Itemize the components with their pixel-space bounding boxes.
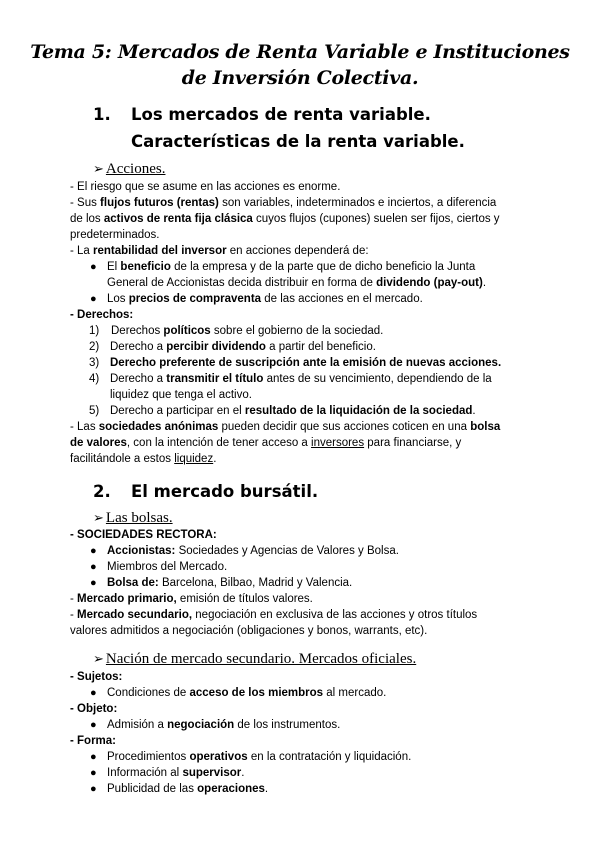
bullet-procedimientos: Procedimientos operativos en la contratación y liquidación. [107,751,412,763]
paragraph-riesgo: - El riesgo que se asume en las acciones es enorme. [70,181,341,193]
mercado-primario: - Mercado primario, emisión de títulos valores. [70,593,313,605]
objeto-label: - Objeto: [70,703,118,715]
document-title-line2: de Inversión Colectiva. [181,67,419,89]
sub-heading-acciones [93,160,165,179]
bullet-icon: ● [90,261,97,273]
bullet-icon: ● [90,767,97,779]
bullet-beneficio-line2: General de Accionistas decida distribuir en forma de dividendo (pay-out). [107,277,487,289]
derecho-4-line1: Derecho a transmitir el título antes de su vencimiento, dependiendo de la [110,373,492,385]
derecho-2-number: 2) [89,341,100,353]
bullet-icon: ● [90,545,97,557]
section1-title-line1: Los mercados de renta variable. [131,105,431,124]
bullet-icon: ● [90,561,97,573]
derecho-3: Derecho preferente de suscripción ante la emisión de nuevas acciones. [110,357,502,369]
bullet-accionistas: Accionistas: Sociedades y Agencias de Valores y Bolsa. [107,545,399,557]
forma-label: - Forma: [70,735,116,747]
section2-title: El mercado bursátil. [131,482,319,501]
document-title-line1: Tema 5: Mercados de Renta Variable e Instituciones [30,41,570,63]
arrow-bullet-icon: ➢ [93,162,104,177]
sub-heading-bolsas [93,509,173,528]
section2-number: 2. [93,482,111,501]
sujetos-label: - Sujetos: [70,671,123,683]
bullet-admision: Admisión a negociación de los instrumentos. [107,719,341,731]
mercado-secundario-line2: valores admitidos a negociación (obligaciones y bonos, warrants, etc). [70,625,428,637]
section2-heading [93,481,318,503]
bullet-icon: ● [90,719,97,731]
bullet-icon: ● [90,577,97,589]
section1-heading [93,104,431,126]
arrow-bullet-icon: ➢ [93,511,104,526]
derecho-4-line2: liquidez que tenga el activo. [110,389,252,401]
arrow-bullet-icon: ➢ [93,652,104,667]
derecho-1-number: 1) [89,325,100,337]
bullet-beneficio-line1: El beneficio de la empresa y de la parte que de dicho beneficio la Junta [107,261,476,273]
derecho-4-number: 4) [89,373,100,385]
derecho-3-number: 3) [89,357,100,369]
paragraph-flujos-line2: de los activos de renta fija clásica cuyos flujos (cupones) suelen ser fijos, ciertos y [70,213,500,225]
paragraph-sociedades-line2: de valores, con la intención de tener acceso a inversores para financiarse, y [70,437,462,449]
bullet-icon: ● [90,783,97,795]
paragraph-sociedades-line3: facilitándole a estos liquidez. [70,453,217,465]
derecho-5: Derecho a participar en el resultado de la liquidación de la sociedad. [110,405,476,417]
sub-heading-bolsas-text: Las bolsas. [105,510,173,526]
bullet-bolsa-de: Bolsa de: Barcelona, Bilbao, Madrid y Valencia. [107,577,353,589]
bullet-icon: ● [90,293,97,305]
paragraph-rentabilidad: - La rentabilidad del inversor en acciones dependerá de: [70,245,369,257]
sub-heading-acciones-text: Acciones. [105,161,166,177]
paragraph-flujos-line1: - Sus flujos futuros (rentas) son variables, indeterminados e inciertos, a diferencia [70,197,497,209]
link-inversores: inversores [311,437,365,449]
paragraph-flujos-line3: predeterminados. [70,229,160,241]
derecho-1: Derechos políticos sobre el gobierno de la sociedad. [111,325,384,337]
sub-heading-nacion-text: Nación de mercado secundario. Mercados oficiales. [105,651,417,667]
bullet-miembros: Miembros del Mercado. [107,561,228,573]
derechos-label: - Derechos: [70,309,134,321]
bullet-condiciones: Condiciones de acceso de los miembros al mercado. [107,687,387,699]
bullet-precios: Los precios de compraventa de las acciones en el mercado. [107,293,423,305]
paragraph-sociedades-line1: - Las sociedades anónimas pueden decidir que sus acciones coticen en una bolsa [70,421,501,433]
section1-number: 1. [93,105,111,124]
bullet-icon: ● [90,751,97,763]
bullet-icon: ● [90,687,97,699]
mercado-secundario-line1: - Mercado secundario, negociación en exclusiva de las acciones y otros títulos [70,609,478,621]
derecho-5-number: 5) [89,405,100,417]
sub-heading-nacion [93,650,416,669]
rectora-label: - SOCIEDADES RECTORA: [70,529,217,541]
bullet-publicidad: Publicidad de las operaciones. [107,783,269,795]
section1-title-line2: Características de la renta variable. [131,132,465,151]
link-liquidez: liquidez [174,453,214,465]
derecho-2: Derecho a percibir dividendo a partir del beneficio. [110,341,376,353]
bullet-informacion: Información al supervisor. [107,767,245,779]
